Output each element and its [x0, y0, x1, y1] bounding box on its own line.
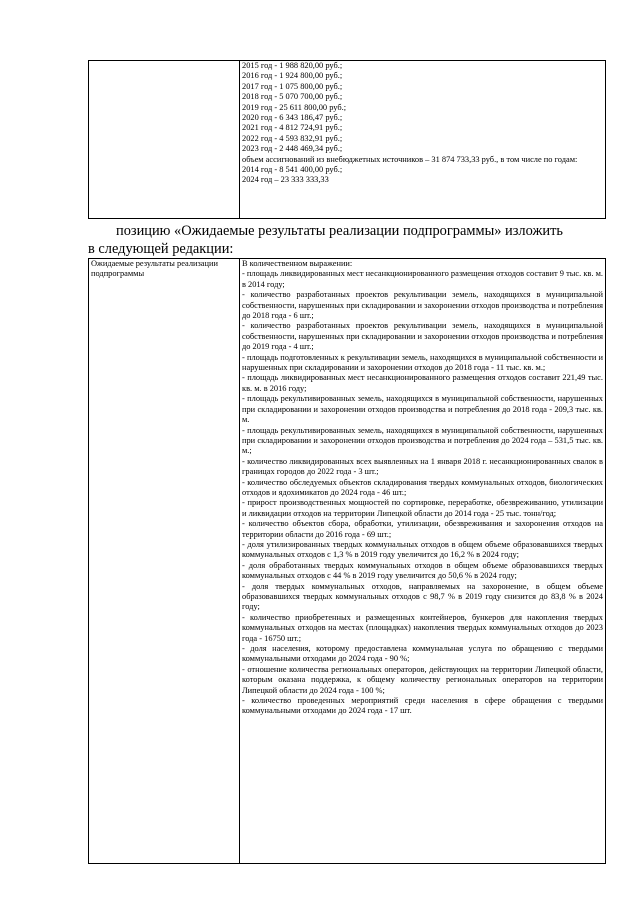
funding-line: 2024 год – 23 333 333,33 — [242, 175, 329, 185]
result-item: - доля населения, которому предоставлена коммунальная услуга по обращению с твердыми коммунальными отходами до 2024 года - 90 %; — [242, 644, 603, 664]
funding-line: 2014 год - 8 541 400,00 руб.; — [242, 165, 343, 175]
result-item: - площадь рекультивированных земель, находящихся в муниципальной собственности, нарушенных при складировании и захоронении отходов производства и потребления до 2024 года – 531,5 тыс. кв. м.; — [242, 425, 603, 456]
result-item: - количество объектов сбора, обработки, утилизации, обезвреживания и захоронения отходов на территории области до 2016 года - 69 шт.; — [242, 519, 603, 539]
funding-extrabudget-line: объем ассигнований из внебюджетных источников – 31 874 733,33 руб., в том числе по годам: — [242, 154, 578, 164]
results-label-cell — [89, 259, 240, 864]
results-values-cell — [240, 259, 606, 864]
result-item: - прирост производственных мощностей по сортировке, переработке, обезвреживанию, утилизации и ликвидации отходов на территории Липецкой области до 2014 года - 25 тыс. тонн/год; — [242, 498, 603, 518]
result-item: - площадь ликвидированных мест несанкционированного размещения отходов составит 9 тыс. кв. м. в 2014 году; — [242, 269, 603, 289]
results-table — [88, 258, 606, 864]
result-item: - доля обработанных твердых коммунальных отходов в общем объеме образовавшихся твердых коммунальных отходов с 44 % в 2019 году увеличится до 50,6 % в 2024 году; — [242, 560, 603, 581]
result-item: - количество обследуемых объектов складирования твердых коммунальных отходов, биологических отходов и ядохимикатов до 2024 года - 46 шт.; — [242, 477, 603, 497]
funding-line: 2021 год - 4 812 724,91 руб.; — [242, 123, 343, 133]
funding-line: 2020 год - 6 343 186,47 руб.; — [242, 113, 343, 123]
table-row — [89, 259, 606, 864]
result-item: - площадь подготовленных к рекультивации земель, находящихся в муниципальной собственности и нарушенных при складировании и захоронении отходов до 2018 года - 11 тыс. кв. м.; — [242, 352, 603, 373]
funding-line: 2022 год - 4 593 832,91 руб.; — [242, 133, 343, 143]
section-heading — [88, 222, 608, 258]
result-item: - количество ликвидированных всех выявленных на 1 января 2018 г. несанкционированных свалок в границах городов до 2022 года - 3 шт.; — [242, 456, 603, 477]
result-item: - доля утилизированных твердых коммунальных отходов в общем объеме образовавшихся твердых коммунальных отходов с 1,3 % в 2019 году увеличится до 16,2 % в 2024 году; — [242, 539, 603, 560]
funding-line: 2019 год - 25 611 800,00 руб.; — [242, 102, 347, 112]
result-item: - количество разработанных проектов рекультивации земель, находящихся в муниципальной собственности, нарушенных при складировании и захоронении отходов производства и потребления до 2018 года - 6 шт.; — [242, 290, 603, 321]
funding-line: 2017 год - 1 075 800,00 руб.; — [242, 81, 343, 91]
results-label: Ожидаемые результаты реализации подпрограммы — [91, 259, 218, 279]
funding-line: 2018 год - 5 070 700,00 руб.; — [242, 92, 343, 102]
table-row — [89, 61, 606, 219]
funding-label-cell — [89, 61, 240, 219]
result-item: - площадь рекультивированных земель, находящихся в муниципальной собственности, нарушенных при складировании и захоронении отходов производства и потребления до 2018 года - 209,3 тыс. кв. м. — [242, 394, 603, 425]
funding-line: 2023 год - 2 448 469,34 руб.; — [242, 144, 343, 154]
funding-table — [88, 60, 606, 219]
result-item: - количество разработанных проектов рекультивации земель, находящихся в муниципальной собственности, нарушенных при складировании и захоронении отходов производства и потребления до 2019 года - 4 шт.; — [242, 321, 603, 352]
funding-line: 2015 год - 1 988 820,00 руб.; — [242, 61, 343, 70]
funding-line: 2016 год - 1 924 800,00 руб.; — [242, 71, 343, 81]
result-item: - площадь ликвидированных мест несанкционированного размещения отходов составит 221,49 тыс. кв. м. в 2016 году; — [242, 373, 603, 393]
result-item: - доля твердых коммунальных отходов, направляемых на захоронение, в общем объеме образовавшихся твердых коммунальных отходов с 98,7 % в 2019 году снизится до 83,8 % в 2024 году; — [242, 581, 603, 612]
funding-values-cell — [240, 61, 606, 219]
results-intro: В количественном выражении: — [242, 259, 353, 268]
result-item: - количество приобретенных и размещенных контейнеров, бункеров для накопления твердых коммунальных отходов на местах (площадках) накопления твердых коммунальных отходов до 2023 года - 16750 шт.; — [242, 612, 603, 643]
result-item: - количество проведенных мероприятий среди населения в сфере обращения с твердыми коммунальными отходами до 2024 года - 17 шт. — [242, 696, 603, 716]
heading-line-2: в следующей редакции: — [88, 241, 234, 257]
result-item: - отношение количества региональных операторов, действующих на территории Липецкой области, которым оказана поддержка, к общему количеству региональных операторов на территории Липецкой области до 2024 года - 100 %; — [242, 664, 603, 695]
heading-line-1: позицию «Ожидаемые результаты реализации подпрограммы» изложить — [116, 223, 563, 239]
